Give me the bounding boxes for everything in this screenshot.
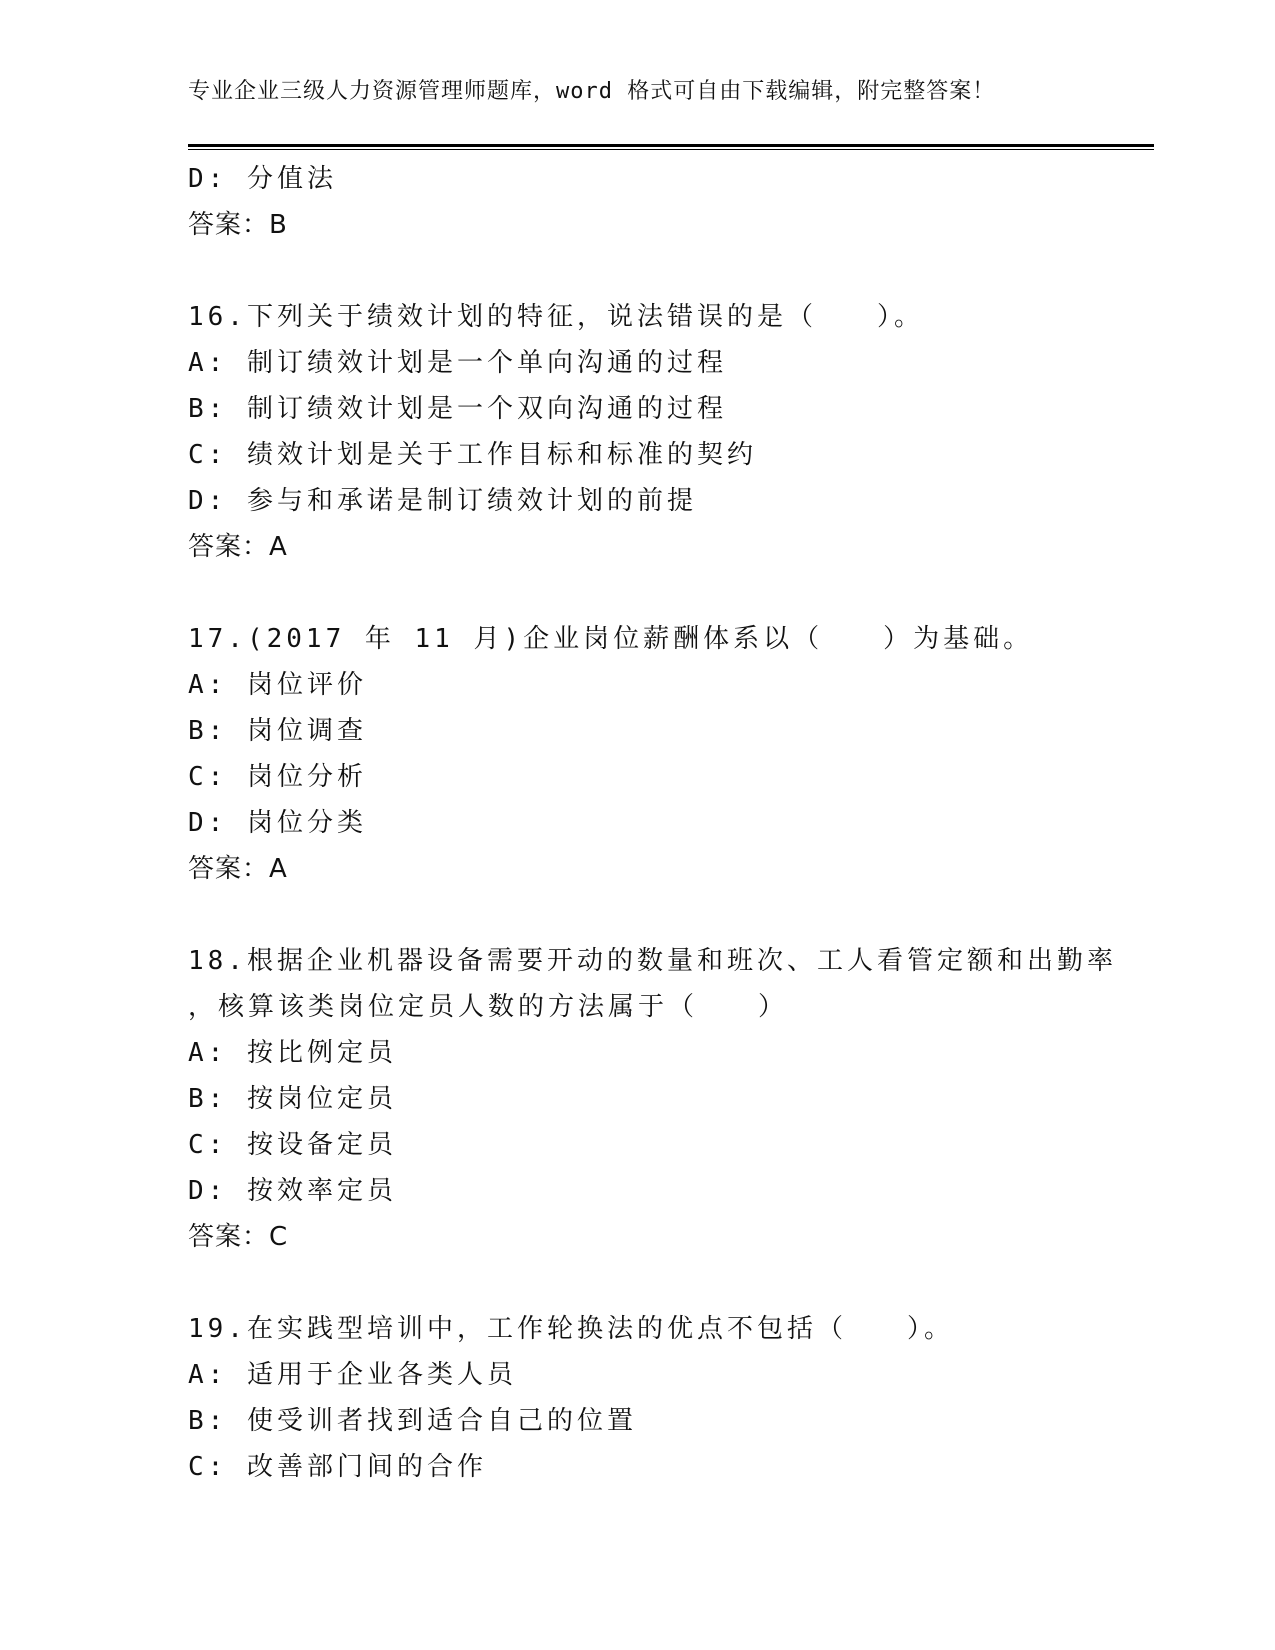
answer-line: 答案：C xyxy=(188,1222,289,1252)
option-b: B: 制订绩效计划是一个双向沟通的过程 xyxy=(188,394,727,424)
question-list xyxy=(188,156,1154,1490)
option-d: D: 分值法 xyxy=(188,164,337,194)
option-d: D: 按效率定员 xyxy=(188,1176,397,1206)
header-rule-thin xyxy=(188,149,1154,150)
spacer xyxy=(188,570,1154,616)
spacer xyxy=(188,892,1154,938)
question-text: 19.在实践型培训中，工作轮换法的优点不包括（ ）。 xyxy=(188,1314,954,1344)
option-b: B: 岗位调查 xyxy=(188,716,367,746)
option-d: D: 参与和承诺是制订绩效计划的前提 xyxy=(188,486,697,516)
option-b: B: 按岗位定员 xyxy=(188,1084,397,1114)
option-a: A: 按比例定员 xyxy=(188,1038,397,1068)
option-d: D: 岗位分类 xyxy=(188,808,367,838)
spacer xyxy=(188,248,1154,294)
option-c: C: 岗位分析 xyxy=(188,762,367,792)
option-c: C: 按设备定员 xyxy=(188,1130,397,1160)
spacer xyxy=(188,1260,1154,1306)
question-text-continued: ，核算该类岗位定员人数的方法属于（ ） xyxy=(188,992,789,1022)
answer-line: 答案：A xyxy=(188,854,288,884)
option-c: C: 绩效计划是关于工作目标和标准的契约 xyxy=(188,440,757,470)
answer-line: 答案：B xyxy=(188,210,288,240)
option-a: A: 岗位评价 xyxy=(188,670,367,700)
document-header: 专业企业三级人力资源管理师题库，word 格式可自由下载编辑，附完整答案！ xyxy=(188,79,996,104)
question-text: 17.(2017 年 11 月)企业岗位薪酬体系以（ ）为基础。 xyxy=(188,624,1034,654)
header-rule-thick xyxy=(188,144,1154,147)
option-a: A: 制订绩效计划是一个单向沟通的过程 xyxy=(188,348,727,378)
option-c: C: 改善部门间的合作 xyxy=(188,1452,487,1482)
option-b: B: 使受训者找到适合自己的位置 xyxy=(188,1406,637,1436)
question-text: 18.根据企业机器设备需要开动的数量和班次、工人看管定额和出勤率 xyxy=(188,946,1117,976)
question-text: 16.下列关于绩效计划的特征，说法错误的是（ ）。 xyxy=(188,302,924,332)
option-a: A: 适用于企业各类人员 xyxy=(188,1360,517,1390)
answer-line: 答案：A xyxy=(188,532,288,562)
